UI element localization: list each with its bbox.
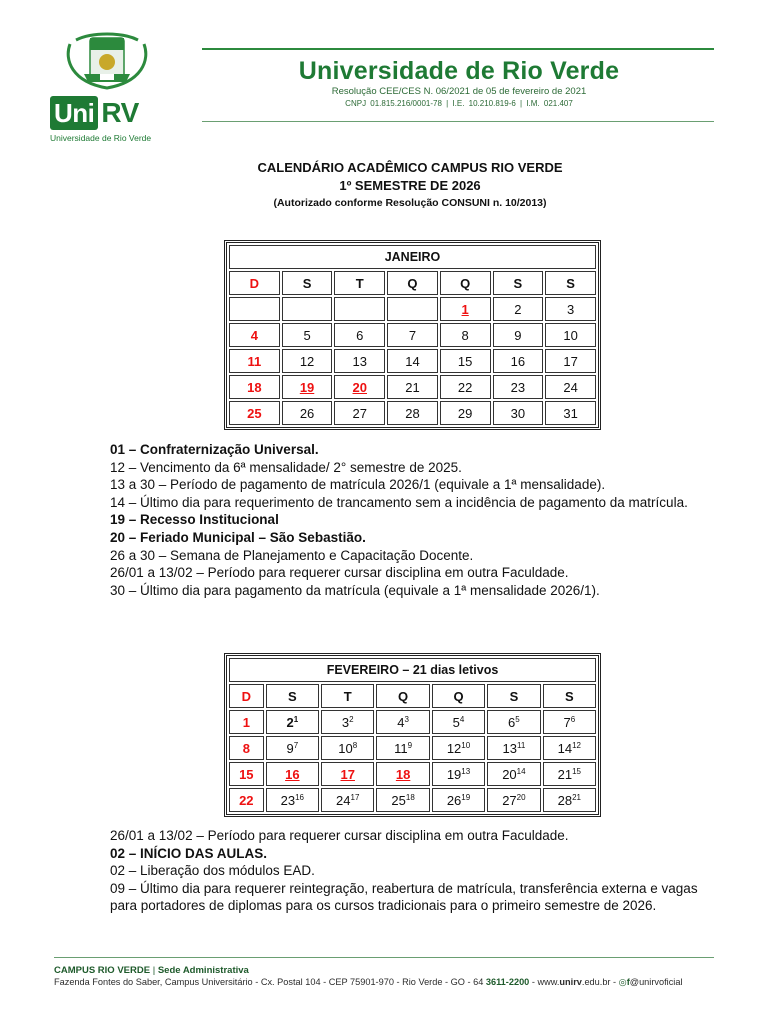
- footer-campus-name: CAMPUS RIO VERDE: [54, 965, 151, 976]
- february-day-cell: [266, 762, 319, 786]
- february-day-number: 27: [502, 792, 517, 808]
- school-day-counter: 10: [461, 740, 471, 750]
- february-day-cell: [376, 762, 429, 786]
- january-day-cell: 15: [440, 349, 491, 373]
- february-day-cell: [432, 762, 485, 786]
- february-day-number: 3: [341, 714, 350, 730]
- january-day-cell: 12: [282, 349, 333, 373]
- footer-phone: 3611-2200: [485, 977, 530, 987]
- calendar-note: 19 – Recesso Institucional: [110, 512, 279, 528]
- february-week-row: [229, 710, 596, 734]
- february-weekday-header: T: [321, 684, 374, 708]
- january-day-cell: 26: [282, 401, 333, 425]
- calendar-note: 30 – Último dia para pagamento da matrícula (equivale a 1ª mensalidade 2026/1).: [110, 582, 600, 598]
- february-day-number: 18: [395, 766, 411, 782]
- calendar-note: 20 – Feriado Municipal – São Sebastião.: [110, 529, 366, 545]
- february-day-cell: [266, 736, 319, 760]
- february-week-row: [229, 736, 596, 760]
- february-day-cell: [487, 788, 540, 812]
- calendar-note: 02 – Liberação dos módulos EAD.: [110, 863, 315, 879]
- january-day-cell: 16: [493, 349, 544, 373]
- february-day-number: 9: [286, 740, 294, 756]
- unirv-logo: [50, 96, 160, 144]
- february-day-number: 10: [338, 740, 353, 756]
- february-weekday-header: Q: [376, 684, 429, 708]
- january-weekday-header: S: [493, 271, 544, 295]
- january-week-row: [229, 349, 596, 373]
- february-weekday-header: S: [543, 684, 596, 708]
- february-day-cell: [321, 762, 374, 786]
- footer-address-line: [54, 977, 682, 988]
- school-day-counter: 4: [459, 714, 465, 724]
- february-day-cell: [432, 788, 485, 812]
- university-crest-logo: [62, 30, 152, 92]
- february-weekday-header: S: [487, 684, 540, 708]
- february-day-cell: [432, 710, 485, 734]
- february-day-number: 1: [242, 714, 250, 730]
- february-day-cell: [266, 788, 319, 812]
- logo-rv-text: RV: [101, 97, 139, 128]
- january-day-cell: 13: [334, 349, 385, 373]
- january-day-cell: [229, 297, 280, 321]
- february-weekday-header: S: [266, 684, 319, 708]
- school-day-counter: 18: [405, 792, 415, 802]
- school-day-counter: 20: [516, 792, 526, 802]
- february-day-cell: [229, 762, 264, 786]
- february-day-cell: [321, 788, 374, 812]
- february-day-number: 8: [242, 740, 250, 756]
- school-day-counter: 7: [293, 740, 299, 750]
- footer-site-suffix: .edu.br -: [581, 977, 619, 987]
- january-notes: [110, 441, 710, 599]
- january-week-row: [229, 323, 596, 347]
- footer-unit: Sede Administrativa: [157, 965, 249, 976]
- february-day-cell: [543, 762, 596, 786]
- january-day-cell: 20: [334, 375, 385, 399]
- school-day-counter: 14: [516, 766, 526, 776]
- february-day-number: 25: [391, 792, 406, 808]
- february-day-number: 13: [502, 740, 517, 756]
- february-day-cell: [543, 788, 596, 812]
- january-day-cell: 27: [334, 401, 385, 425]
- calendar-note: 26/01 a 13/02 – Período para requerer cursar disciplina em outra Faculdade.: [110, 565, 569, 581]
- january-day-cell: 22: [440, 375, 491, 399]
- january-calendar: [224, 240, 601, 430]
- footer-campus: [54, 965, 249, 976]
- january-day-cell: [282, 297, 333, 321]
- university-name: Universidade de Rio Verde: [298, 57, 620, 85]
- footer-separator: |: [152, 965, 156, 976]
- header-top-rule: [202, 48, 714, 50]
- february-day-number: 5: [452, 714, 460, 730]
- february-calendar: [224, 653, 601, 817]
- february-day-number: 17: [340, 766, 355, 782]
- january-day-cell: 25: [229, 401, 280, 425]
- january-day-cell: 18: [229, 375, 280, 399]
- school-day-counter: 19: [461, 792, 471, 802]
- february-day-cell: [229, 736, 264, 760]
- february-day-cell: [432, 736, 485, 760]
- january-day-cell: 2: [493, 297, 544, 321]
- school-day-counter: 12: [572, 740, 581, 750]
- january-week-row: [229, 297, 596, 321]
- january-day-cell: 7: [387, 323, 438, 347]
- february-day-cell: [266, 710, 319, 734]
- january-weekday-header: S: [282, 271, 333, 295]
- calendar-note: 01 – Confraternização Universal.: [110, 442, 319, 457]
- calendar-note: 13 a 30 – Período de pagamento de matrícula 2026/1 (equivale a 1ª mensalidade).: [110, 477, 606, 493]
- february-day-cell: [376, 710, 429, 734]
- february-day-number: 16: [285, 766, 300, 782]
- footer-address: Fazenda Fontes do Saber, Campus Universitário - Cx. Postal 104 - CEP 75901-970 - Rio Verde - GO - 64: [54, 977, 486, 987]
- school-day-counter: 15: [572, 766, 581, 776]
- february-day-cell: [321, 710, 374, 734]
- january-day-cell: 17: [545, 349, 596, 373]
- january-day-cell: 6: [334, 323, 385, 347]
- footer-site-prefix: - www.: [529, 977, 560, 987]
- february-day-number: 2: [286, 714, 294, 730]
- authorization-note: (Autorizado conforme Resolução CONSUNI n. 10/2013): [273, 197, 547, 209]
- january-day-cell: 10: [545, 323, 596, 347]
- january-day-cell: 19: [282, 375, 333, 399]
- january-day-cell: [334, 297, 385, 321]
- january-weekday-header: T: [334, 271, 385, 295]
- february-week-row: [229, 762, 596, 786]
- logo-subtitle: Universidade de Rio Verde: [50, 133, 152, 143]
- january-weekday-header: Q: [387, 271, 438, 295]
- january-title: JANEIRO: [229, 245, 596, 269]
- february-day-number: 14: [557, 740, 573, 756]
- february-day-number: 24: [336, 792, 351, 808]
- february-day-number: 12: [446, 740, 462, 756]
- school-day-counter: 9: [407, 740, 413, 750]
- calendar-titles: [100, 159, 720, 211]
- february-day-number: 23: [280, 792, 296, 808]
- january-day-cell: 28: [387, 401, 438, 425]
- school-day-counter: 6: [570, 714, 576, 724]
- february-day-number: 20: [502, 766, 517, 782]
- february-day-cell: [376, 736, 429, 760]
- january-day-cell: 1: [440, 297, 491, 321]
- february-day-cell: [543, 710, 596, 734]
- january-day-cell: 23: [493, 375, 544, 399]
- february-day-number: 21: [557, 766, 573, 782]
- school-day-counter: 8: [352, 740, 358, 750]
- january-day-cell: 31: [545, 401, 596, 425]
- school-day-counter: 16: [295, 792, 305, 802]
- january-weekday-header: Q: [440, 271, 491, 295]
- calendar-title: CALENDÁRIO ACADÊMICO CAMPUS RIO VERDE: [257, 160, 563, 175]
- february-title: FEVEREIRO – 21 dias letivos: [229, 658, 596, 682]
- school-day-counter: 1: [293, 714, 299, 724]
- january-day-cell: 9: [493, 323, 544, 347]
- february-day-cell: [487, 762, 540, 786]
- january-day-cell: 5: [282, 323, 333, 347]
- february-day-number: 7: [563, 714, 571, 730]
- school-day-counter: 11: [516, 740, 526, 750]
- school-day-counter: 3: [404, 714, 409, 724]
- calendar-note: 26/01 a 13/02 – Período para requerer cursar disciplina em outra Faculdade.: [110, 828, 569, 843]
- february-day-number: 6: [508, 714, 516, 730]
- february-day-cell: [321, 736, 374, 760]
- february-day-cell: [487, 710, 540, 734]
- february-weekday-header: D: [229, 684, 264, 708]
- february-day-number: 19: [446, 766, 462, 782]
- calendar-note: 14 – Último dia para requerimento de trancamento sem a incidência de pagamento da matrícula.: [110, 494, 688, 510]
- january-day-cell: 21: [387, 375, 438, 399]
- school-day-counter: 13: [461, 766, 471, 776]
- february-notes: [110, 827, 710, 915]
- school-day-counter: 21: [572, 792, 581, 802]
- january-day-cell: 29: [440, 401, 491, 425]
- february-day-cell: [229, 710, 264, 734]
- january-day-cell: 24: [545, 375, 596, 399]
- january-day-cell: 8: [440, 323, 491, 347]
- february-day-cell: [543, 736, 596, 760]
- february-day-number: 11: [394, 740, 408, 756]
- january-day-cell: [387, 297, 438, 321]
- calendar-note: 02 – INÍCIO DAS AULAS.: [110, 845, 268, 861]
- footer-rule: [54, 957, 714, 958]
- february-weekday-header: Q: [432, 684, 485, 708]
- january-weekday-header: S: [545, 271, 596, 295]
- february-day-cell: [376, 788, 429, 812]
- school-day-counter: 17: [350, 792, 360, 802]
- university-ids: CNPJ 01.815.216/0001-78 | I.E. 10.210.819-6 | I.M. 021.407: [345, 99, 573, 108]
- january-weekday-header: D: [229, 271, 280, 295]
- january-day-cell: 30: [493, 401, 544, 425]
- january-day-cell: 3: [545, 297, 596, 321]
- footer-social-handle[interactable]: @unirvoficial: [629, 977, 683, 987]
- calendar-note: 12 – Vencimento da 6ª mensalidade/ 2° semestre de 2025.: [110, 459, 462, 475]
- january-week-row: [229, 401, 596, 425]
- school-day-counter: 2: [349, 714, 354, 724]
- january-day-cell: 4: [229, 323, 280, 347]
- calendar-note: 09 – Último dia para requerer reintegração, reabertura de matrícula, transferência externa e vagas para portadores de diplomas para os cursos tradicionais para o primeiro semestre de 2026.: [110, 880, 698, 914]
- school-day-counter: 5: [515, 714, 520, 724]
- february-day-number: 22: [239, 792, 254, 808]
- february-day-number: 28: [557, 792, 573, 808]
- semester-title: 1º SEMESTRE DE 2026: [339, 178, 481, 193]
- footer-site-brand[interactable]: unirv: [559, 977, 582, 987]
- february-day-number: 26: [446, 792, 462, 808]
- header-bottom-rule: [202, 121, 714, 122]
- february-week-row: [229, 788, 596, 812]
- january-day-cell: 14: [387, 349, 438, 373]
- february-day-number: 15: [239, 766, 254, 782]
- february-day-cell: [487, 736, 540, 760]
- january-day-cell: 11: [229, 349, 280, 373]
- february-day-cell: [229, 788, 264, 812]
- calendar-note: 26 a 30 – Semana de Planejamento e Capacitação Docente.: [110, 547, 474, 563]
- february-day-number: 4: [397, 714, 405, 730]
- logo-uni-text: Uni: [50, 96, 98, 130]
- january-week-row: [229, 375, 596, 399]
- instagram-facebook-icon: ◎f: [618, 977, 630, 987]
- university-resolution: Resolução CEE/CES N. 06/2021 de 05 de fevereiro de 2021: [331, 86, 587, 97]
